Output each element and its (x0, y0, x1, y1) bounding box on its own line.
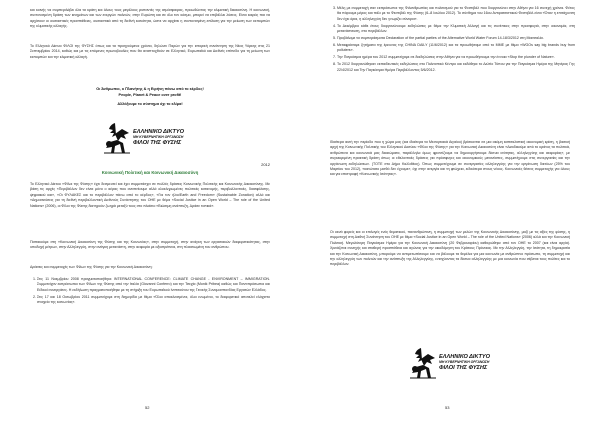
friends-of-nature-logo-icon (408, 345, 438, 379)
body-paragraph-2: Παπακούμε στη «Κοινωνική Δικαιοσύνη της Φύσης και της Κοινωνίας», στην συμμετοχή, στην ανάγκη των εργασιακών διαφορετικότητας, στην υποδοχή μέτρων, στην Αλληλεγγύη, στην ανάγκη μετανάστη, στην αειφορία με αξιοπρέπεια, στη πλαισιωμένη του ανθρώπου. (30, 240, 270, 250)
friends-of-nature-logo-icon (102, 120, 132, 154)
list-item: 2. Στις 17 και 18 Οκτωβρίου 2011 συμμετείχαμε στη διημερίδα με θέμα «Όλοι αποκλεισμένοι, όλοι ενωμένοι, το διαφορετικό αποτελεί ελάχιστο στοιχείο της κοινωνίας». (37, 295, 270, 306)
right-action-list (330, 6, 575, 74)
intro-paragraph-2: Το Ελληνικό Δίκτυο ΦΙΛΟΙ της ΦΥΣΗΣ όπως και τα προηγούμενα χρόνια, δηλώνει Παρών για την ιστορική συνάντηση της Νέας Υόρκης στις 21 Σεπτεμβρίου 2014, καθώς και με τις επόμενες πρωτοβουλίες που θα αναπτυχθούν σε Ελληνικό, Ευρωπαϊκό και Διεθνές επίπεδο για τη μείωση των εκπομπών και την κλιματική αλλαγή. (30, 44, 270, 59)
logo (408, 345, 504, 379)
logo-line-2: ΜΗ ΚΥΒΕΡΝΗΤΙΚΗ ΟΡΓΑΝΩΣΗ (133, 135, 184, 139)
body-paragraph-1: Το Ελληνικό Δίκτυο «Φίλοι της Φύσης» έχει δεσμευτεί και έχει συμμετάσχει σε πολλές δράσεις Κοινωνικής Πολιτικής και Κοινωνικής Δικαιοσύνης. Με βάση τις αρχές «Περιβάλλον δεν είναι μόνο ο αέρας που αναπνέουμε αλλά ολοκληρωμένες πολιτικές κατανομής, περιβαλλοντικές, διασφάλισης, ψηφιακού και», «Οι ΦΥΛΑΚΕΣ και το περιβάλλον πάνω από το κέρδος», «Για τον ήλιο/Earth and Freedom» (Sustainable Zonation) αλλά και «Δημοσιεύσεις για τη διεθνή περιβαλλοντική Διεθνούς Συνάντησης του ΟΗΕ με θέμα «Social Justice in an Open World – The role of the United Nations» (2006), οι Φίλοι της Φύσης διατηρούν ζωηρά μεταξύ τους στο πλαίσιο «Βιώσιμη ανάπτυξη, Δράσε τοπικά». (30, 182, 270, 208)
list-item: 7. Την Παγκόσμια ημέρα του 2012 συμμετείχαμε σε διαδηλώσεις στην Αθήνα για να προωθήσουμε την έννοια «Stop the plunder of Nature». (337, 55, 575, 60)
logo-line-3: ΦΙΛΟΙ ΤΗΣ ΦΥΣΗΣ (439, 365, 488, 371)
logo-line-3: ΦΙΛΟΙ ΤΗΣ ΦΥΣΗΣ (133, 140, 182, 146)
list-item: 5. Προβάλαμε τα συμπεράσματα Declaration of the partial parties of the Alternative World Water Forum 14-18/3/2012 στη Μασσαλία. (337, 36, 575, 41)
logo (102, 120, 198, 154)
right-page (300, 0, 600, 424)
logo-line-1: ΕΛΛΗΝΙΚΟ ΔΙΚΤΥΟ (133, 129, 185, 135)
list-item: 8. Το 2012 διοργανώθηκαν εκπαιδευτικές εκδηλώσεις στο Πολιτιστικό Κέντρο και εκδόθηκε το Δελτίο Τύπου για την Παγκόσμια Ημέρα της Μητέρας Γης 22/4/2012 και Την Παγκόσμια Ημέρα Περιβάλλοντος 5/6/2012. (337, 62, 575, 73)
list-item: 3. Μέλη με συμμετοχή σαν εκπρόσωποι της Φιλανθρωπίας και πολιτισμού για το Φεστιβάλ που διοργανώνει στην Αθήνα για 16 συνεχή χρόνια. Φέτος θα πάρουμε μέρος και πάλι με το Φεστιβάλ της Φύσης (6–8 Ιουλίου 2012). Το σύνθημα του 16ου Αντιρατσιστικού Φεστιβάλ είναι «Όταν η επιτάχυνση δεν έχει όρια, η αλληλεγγύη δεν γνωρίζει σύνορα». (337, 6, 575, 22)
slogan-line-2: People, Planet & Peace over profit! (118, 93, 182, 97)
logo-line-1: ΕΛΛΗΝΙΚΟ ΔΙΚΤΥΟ (439, 354, 491, 360)
page-number-right: 53 (445, 405, 450, 410)
year-label: 2012 (261, 162, 270, 167)
slogan-line-3: Αλλάξουμε το σύστημα όχι το κλίμα! (117, 102, 183, 106)
list-item: 1. Στις 11 Νοεμβρίου 2008 πραγματοποιήθηκε INTERNATIONAL CONFERENCE: CLIMATE CHANGE - ENVIRONMENT – IMMIGRATION. Συμμετείχαν εκπρόσωποι των Φίλων της Φύσης από την Ιταλία (Giovanni Conferro) και την Τσεχία (Monik Pribea) καθώς και Παντιπρόσωποι και Ειδικοί συνεργάτες. Η εκδήλωση πραγματοποιήθηκε με τη στήριξη του Ευρωπαϊκού Ινστιτούτου της Γενικής Συνομοσπονδίας Εργατών Ελλάδος. (37, 277, 270, 293)
body-paragraph-3: Δράσεις και συμμετοχές των Φίλων της Φύσης για την Κοινωνική Δικαιοσύνη: (30, 265, 153, 269)
list-item: 6. Μεταφράσαμε ζητήματα της έρευνας της CHINA DAILY (11/6/2012) και τα προωθήσαμε από το ΜΜΕ με θέμα «WGOs say big brands buy from polluters». (337, 43, 575, 54)
list-item: 4. Το Δεκέμβριο κάθε έτους διοργανώνουμε εκδηλώσεις με θέμα την Κλιματική Αλλαγή και τις συνέπειες στην προσφυγιά, στην οικονομία, στη μετανάστευση, στο περιβάλλον. (337, 24, 575, 35)
slogan-line-1: Οι Άνθρωποι, ο Πλανήτης & η Ειρήνη πάνω από το κέρδος! (96, 87, 204, 91)
section-heading: Κοινωνική Πολιτική και Κοινωνική Δικαιοσύνη (101, 170, 199, 175)
right-paragraph-1: Ιδιαίτερα αυτή την περίοδο που η χώρα μας (και ιδιαίτερα τα Μεσογειακά Αιγαίου) βρίσκονται σε μια ακόμη καπιταλιστική οικονομική κρίση, η βασική αρχή της Κοινωνικής Πολιτικής του Ελληνικού Δικτύου «Φίλοι της Φύσης» για την Κοινωνική Δικαιοσύνη είναι «Διεκδικούμε από το κράτος τα πολιτικά, ανθρώπινα και κοινωνικά μας δικαιώματα, παράλληλα όμως φροντίζουμε να δημιουργήσουμε δίκτυα ισότητας, αλληλεγγύης και αειφορίας», με συγκεκριμένη πρακτική δράση όπως οι εθελοντικές δράσεις για πρόσφυγες και οικονομικούς μετανάστες, συμμετέχουμε στις συνεργασίες και την οργάνωση εκδηλώσεων. (ΤΟΤΕ στο Δήμο Καλλιθέας). Όπως συμμετέχουμε σε συνεργασίες αλληλεγγύης για την οργάνωση δικτύων (25% του Μαρτίου του 2012), «κατώτατο μισθό δεν έχουμε», όχι στην ανεργία και τη φτώχεια, ειδικότερα στους νέους. Κοινωνικές θέσεις συμμετοχής για όλους και για επιστροφή «Κοινωνικής Ισότητας». (330, 140, 570, 177)
page-number-left: 52 (145, 405, 150, 410)
left-action-list (30, 277, 270, 307)
logo-line-2: ΜΗ ΚΥΒΕΡΝΗΤΙΚΗ ΟΡΓΑΝΩΣΗ (439, 360, 490, 364)
right-paragraph-2: Οι οκνά φορείς και οι επιλογές ενός θεματικού, πανανθρώπινη, η συμμετοχή των μελών της Κοινωνικής Δικαιοσύνης, μαζί με τις αξίες της φύσης, η συμμετοχή στη Διεθνή Συνάντηση του ΟΗΕ με θέμα «Social Justice in an Open World – The role of the United Nations» (2006) αλλά και την Κοινωνική Πολιτική. Μεγαλύτερη Παγκόσμια Ημέρα για την Κοινωνική Δικαιοσύνη (20 Φεβρουαρίου) καθιερώθηκε από τον ΟΗΕ το 2007 (και είναι αργία). Χρειάζεται συνεχής και σταθερή προσπάθεια και αγώνας για την οικοδόμηση του Κράτους Πρόνοιας. Με την Αλληλεγγύη, την Ισότητα, τη δημοκρατία και την Κοινωνική Δικαιοσύνη, μπορούμε να αντιμετωπίσουμε και να βάλουμε τα θεμέλια για μια κοινωνία με ανθρώπινο πρόσωπο, τη συμμετοχή και την αλληλεγγύη των πολιτών και την ανάπτυξη της Αλληλεγγύης, ενισχύοντας τα δίκτυα αλληλεγγύης με μια κοινωνία που σέβεται τους πολίτες και το περιβάλλον. (330, 230, 570, 267)
intro-paragraph-1: και κοινής να συμπεριλάβει όλα τα κράτη και όλους τους μεγάλους ρυπαντές της ατμόσφαιρας, προωθώντας την κλιματική δικαιοσύνη. Η κοινωνική, συντονισμένη δράση των κινημάτων και των ενεργών πολιτών, στην Ευρώπη και σε όλο τον κόσμο, μπορεί να επιβάλλει λύσεις. Είναι καιρός πια να αρχίσουν οι ουσιαστικές προσπάθειες, ουσιαστικά από τη διεθνή κοινότητα, ώστε να αρχίσει η συντονισμένη επίλυση για την μείωση των εκπομπών της κλιματικής αλλαγής. (30, 8, 270, 29)
